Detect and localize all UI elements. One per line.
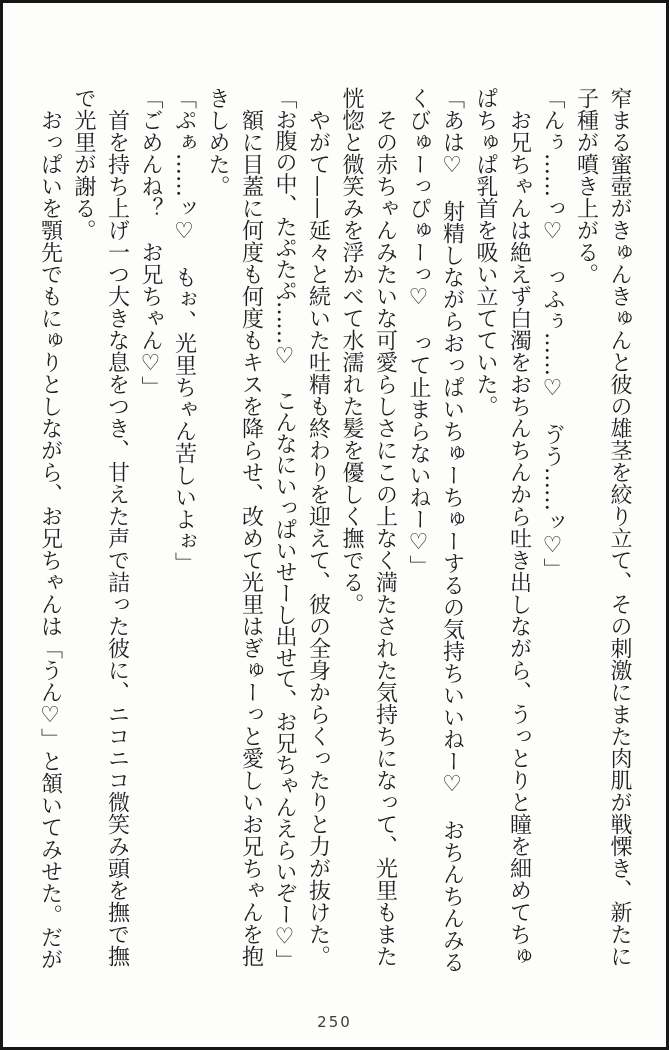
text-line-13: きしめた。 [205, 87, 230, 197]
text-line-12: 額に目蓋に何度も何度もキスを降らせ、改めて光里はぎゅーっと愛しいお兄ちゃんを抱 [238, 87, 264, 967]
text-line-4: お兄ちゃんは絶えず白濁をおちんちんから吐き出しながら、うっとりと瞳を細めてちゅ [506, 87, 532, 967]
vertical-text-block [3, 3, 669, 1003]
text-line-15: 「ごめんね？ お兄ちゃん♡」 [138, 87, 163, 398]
text-line-10: やがて——延々と続いた吐精も終わりを迎えて、彼の全身からくったりと力が抜けた。 [305, 87, 331, 967]
text-line-8: その赤ちゃんみたいな可愛らしさにこの上なく満たされた気持ちになって、光里もまた [372, 87, 398, 967]
page-number: 250 [317, 1013, 352, 1031]
text-line-16: 首を持ち上げ一つ大きな息をつき、甘えた声で詰った彼に、ニコニコ微笑み頭を撫で撫 [104, 87, 130, 967]
text-line-5: ぱちゅぱ乳首を吸い立てていた。 [473, 87, 498, 417]
text-line-18: おっぱいを顎先でもにゅりとしながら、お兄ちゃんは「うん♡」と頷いてみせた。だが [37, 87, 63, 970]
text-line-9: 恍惚と微笑みを浮かべて水濡れた髪を優しく撫でる。 [339, 87, 364, 615]
text-line-1: 窄まる蜜壺がきゅんきゅんと彼の雄茎を絞り立て、その刺激にまた肉肌が戦慄き、新たに [607, 87, 632, 967]
text-line-6: 「あは♡ 射精しながらおっぱいちゅーちゅーするの気持ちいいねー♡ おちんちんみる [439, 87, 465, 973]
text-line-7: くびゅーっぴゅーっ♡ って止まらないねー♡」 [406, 87, 431, 577]
text-line-3: 「んぅ……っ♡ っふぅ……♡ ゔう……ッ♡」 [540, 87, 565, 580]
text-line-2: 子種が噴き上がる。 [573, 87, 599, 285]
text-line-17: で光里が謝る。 [71, 87, 96, 241]
text-line-11: 「お腹の中、たぷたぷ……♡ こんなにいっぱいせーし出せて、お兄ちゃんえらいぞー♡」 [272, 87, 297, 971]
text-line-14: 「ぷぁ……ッ♡ もぉ、光里ちゃん苦しいよぉ」 [171, 87, 197, 574]
